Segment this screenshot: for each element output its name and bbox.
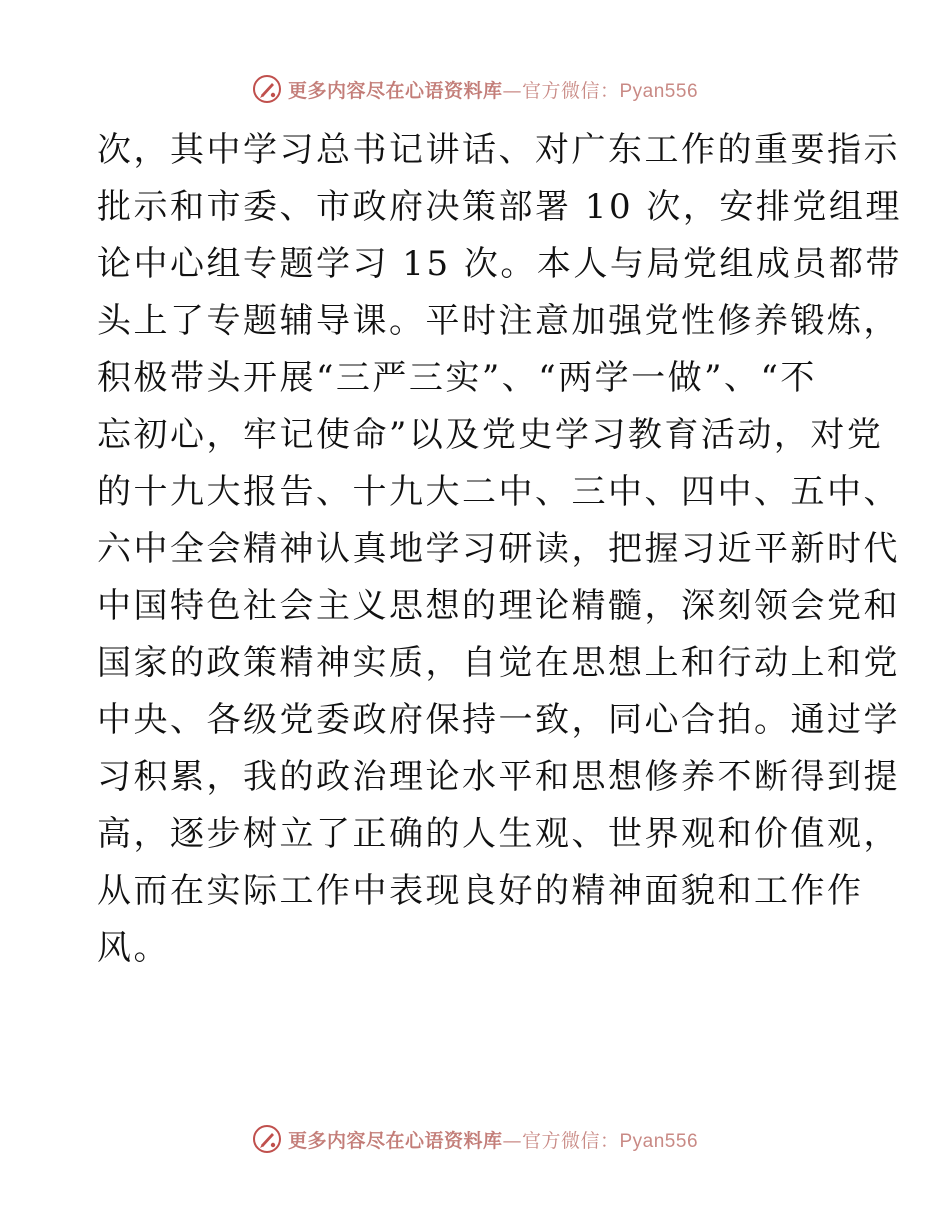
header-watermark (0, 72, 950, 106)
text-line: 头上了专题辅导课。平时注意加强党性修养锻炼， (97, 301, 900, 341)
quill-pen-seal-icon (252, 1124, 282, 1154)
watermark-brand: Pyan556 (619, 80, 699, 102)
text-line: 国家的政策精神实质，自觉在思想上和行动上和党 (97, 643, 900, 683)
watermark-prefix: 更多内容尽在心语资料库 (287, 79, 503, 102)
text-line: 忘初心，牢记使命”以及党史学习教育活动，对党 (97, 415, 884, 455)
watermark-brand: Pyan556 (619, 1130, 699, 1152)
text-line: 六中全会精神认真地学习研读，把握习近平新时代 (97, 529, 900, 569)
text-line: 论中心组专题学习 15 次。本人与局党组成员都带 (97, 244, 902, 284)
text-line: 习积累，我的政治理论水平和思想修养不断得到提 (97, 757, 900, 797)
watermark-text (288, 76, 698, 103)
watermark-suffix: —官方微信： (502, 1129, 620, 1152)
quill-pen-seal-icon (252, 74, 282, 104)
text-line: 中国特色社会主义思想的理论精髓，深刻领会党和 (97, 586, 900, 626)
text-line: 风。 (97, 928, 170, 968)
text-line: 的十九大报告、十九大二中、三中、四中、五中、 (97, 472, 900, 512)
text-line: 高，逐步树立了正确的人生观、世界观和价值观， (97, 814, 900, 854)
document-body (97, 122, 902, 977)
text-line: 次，其中学习总书记讲话、对广东工作的重要指示 (97, 130, 900, 170)
text-line: 积极带头开展“三严三实”、“两学一做”、“不 (97, 358, 817, 398)
watermark-prefix: 更多内容尽在心语资料库 (287, 1129, 503, 1152)
text-line: 批示和市委、市政府决策部署 10 次，安排党组理 (97, 187, 902, 227)
footer-watermark (0, 1122, 950, 1156)
watermark-text (288, 1126, 698, 1153)
text-line: 中央、各级党委政府保持一致，同心合拍。通过学 (97, 700, 900, 740)
watermark-suffix: —官方微信： (502, 79, 620, 102)
text-line: 从而在实际工作中表现良好的精神面貌和工作作 (97, 871, 864, 911)
